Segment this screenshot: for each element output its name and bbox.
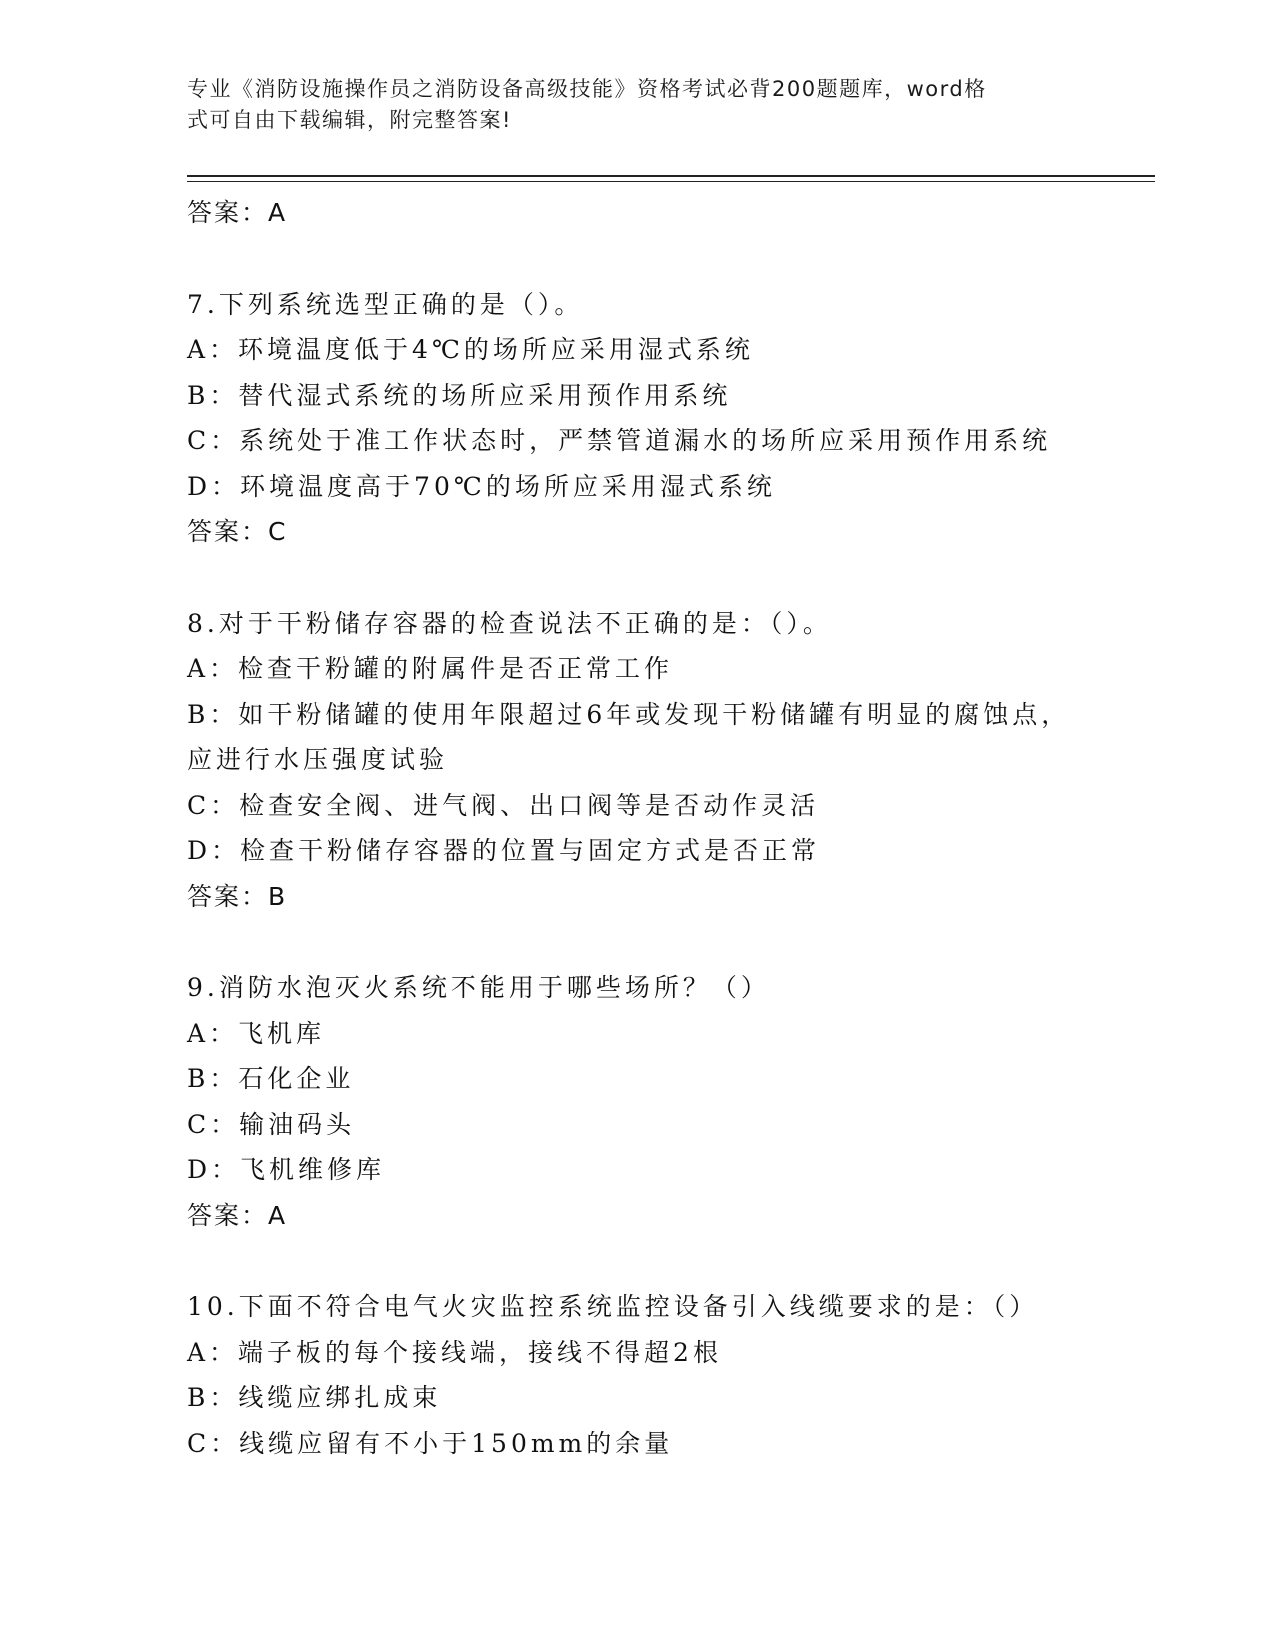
answer-line: 答案：C	[187, 517, 288, 546]
option-line: B：线缆应绑扎成束	[187, 1383, 442, 1412]
option-line: C：检查安全阀、进气阀、出口阀等是否动作灵活	[187, 790, 820, 820]
option-line: D：检查干粉储存容器的位置与固定方式是否正常	[187, 836, 821, 865]
answer-line: 答案：B	[187, 881, 288, 911]
document-body	[187, 190, 1155, 1466]
question-block	[187, 1284, 1155, 1466]
option-line: C：系统处于准工作状态时，严禁管道漏水的场所应采用预作用系统	[187, 426, 1052, 455]
document-header	[187, 74, 1067, 136]
question-stem: 8.对于干粉储存容器的检查说法不正确的是：（）。	[187, 608, 832, 638]
option-line: D：环境温度高于70℃的场所应采用湿式系统	[187, 471, 776, 501]
spacer	[187, 919, 1155, 965]
answer-line: 答案：A	[187, 1200, 288, 1230]
question-stem: 7.下列系统选型正确的是（）。	[187, 289, 584, 319]
spacer	[187, 555, 1155, 601]
header-divider-thin	[187, 181, 1155, 182]
option-line: B：如干粉储罐的使用年限超过6年或发现干粉储罐有明显的腐蚀点，	[187, 699, 1071, 729]
question-block	[187, 282, 1155, 555]
option-line: B：替代湿式系统的场所应采用预作用系统	[187, 380, 732, 410]
question-stem: 10.下面不符合电气火灾监控系统监控设备引入线缆要求的是：（）	[187, 1292, 1039, 1321]
question-block	[187, 601, 1155, 920]
answer-line: 答案：A	[187, 198, 288, 227]
question-block	[187, 965, 1155, 1238]
option-line: C：输油码头	[187, 1109, 356, 1139]
option-line: A：环境温度低于4℃的场所应采用湿式系统	[187, 335, 754, 364]
header-line-1: 专业《消防设施操作员之消防设备高级技能》资格考试必背200题题库，word格	[187, 77, 987, 101]
header-line-2: 式可自由下载编辑，附完整答案!	[187, 108, 512, 132]
option-line: A：检查干粉罐的附属件是否正常工作	[187, 654, 674, 683]
option-line: A：飞机库	[187, 1018, 326, 1048]
option-line: C：线缆应留有不小于150mm的余量	[187, 1428, 674, 1458]
option-line: D：飞机维修库	[187, 1155, 386, 1184]
option-line-continued: 应进行水压强度试验	[187, 745, 449, 774]
header-divider-thick	[187, 175, 1155, 177]
spacer	[187, 236, 1155, 282]
question-stem: 9.消防水泡灭火系统不能用于哪些场所？（）	[187, 973, 770, 1002]
option-line: B：石化企业	[187, 1064, 355, 1093]
spacer	[187, 1238, 1155, 1284]
option-line: A：端子板的每个接线端，接线不得超2根	[187, 1337, 722, 1367]
